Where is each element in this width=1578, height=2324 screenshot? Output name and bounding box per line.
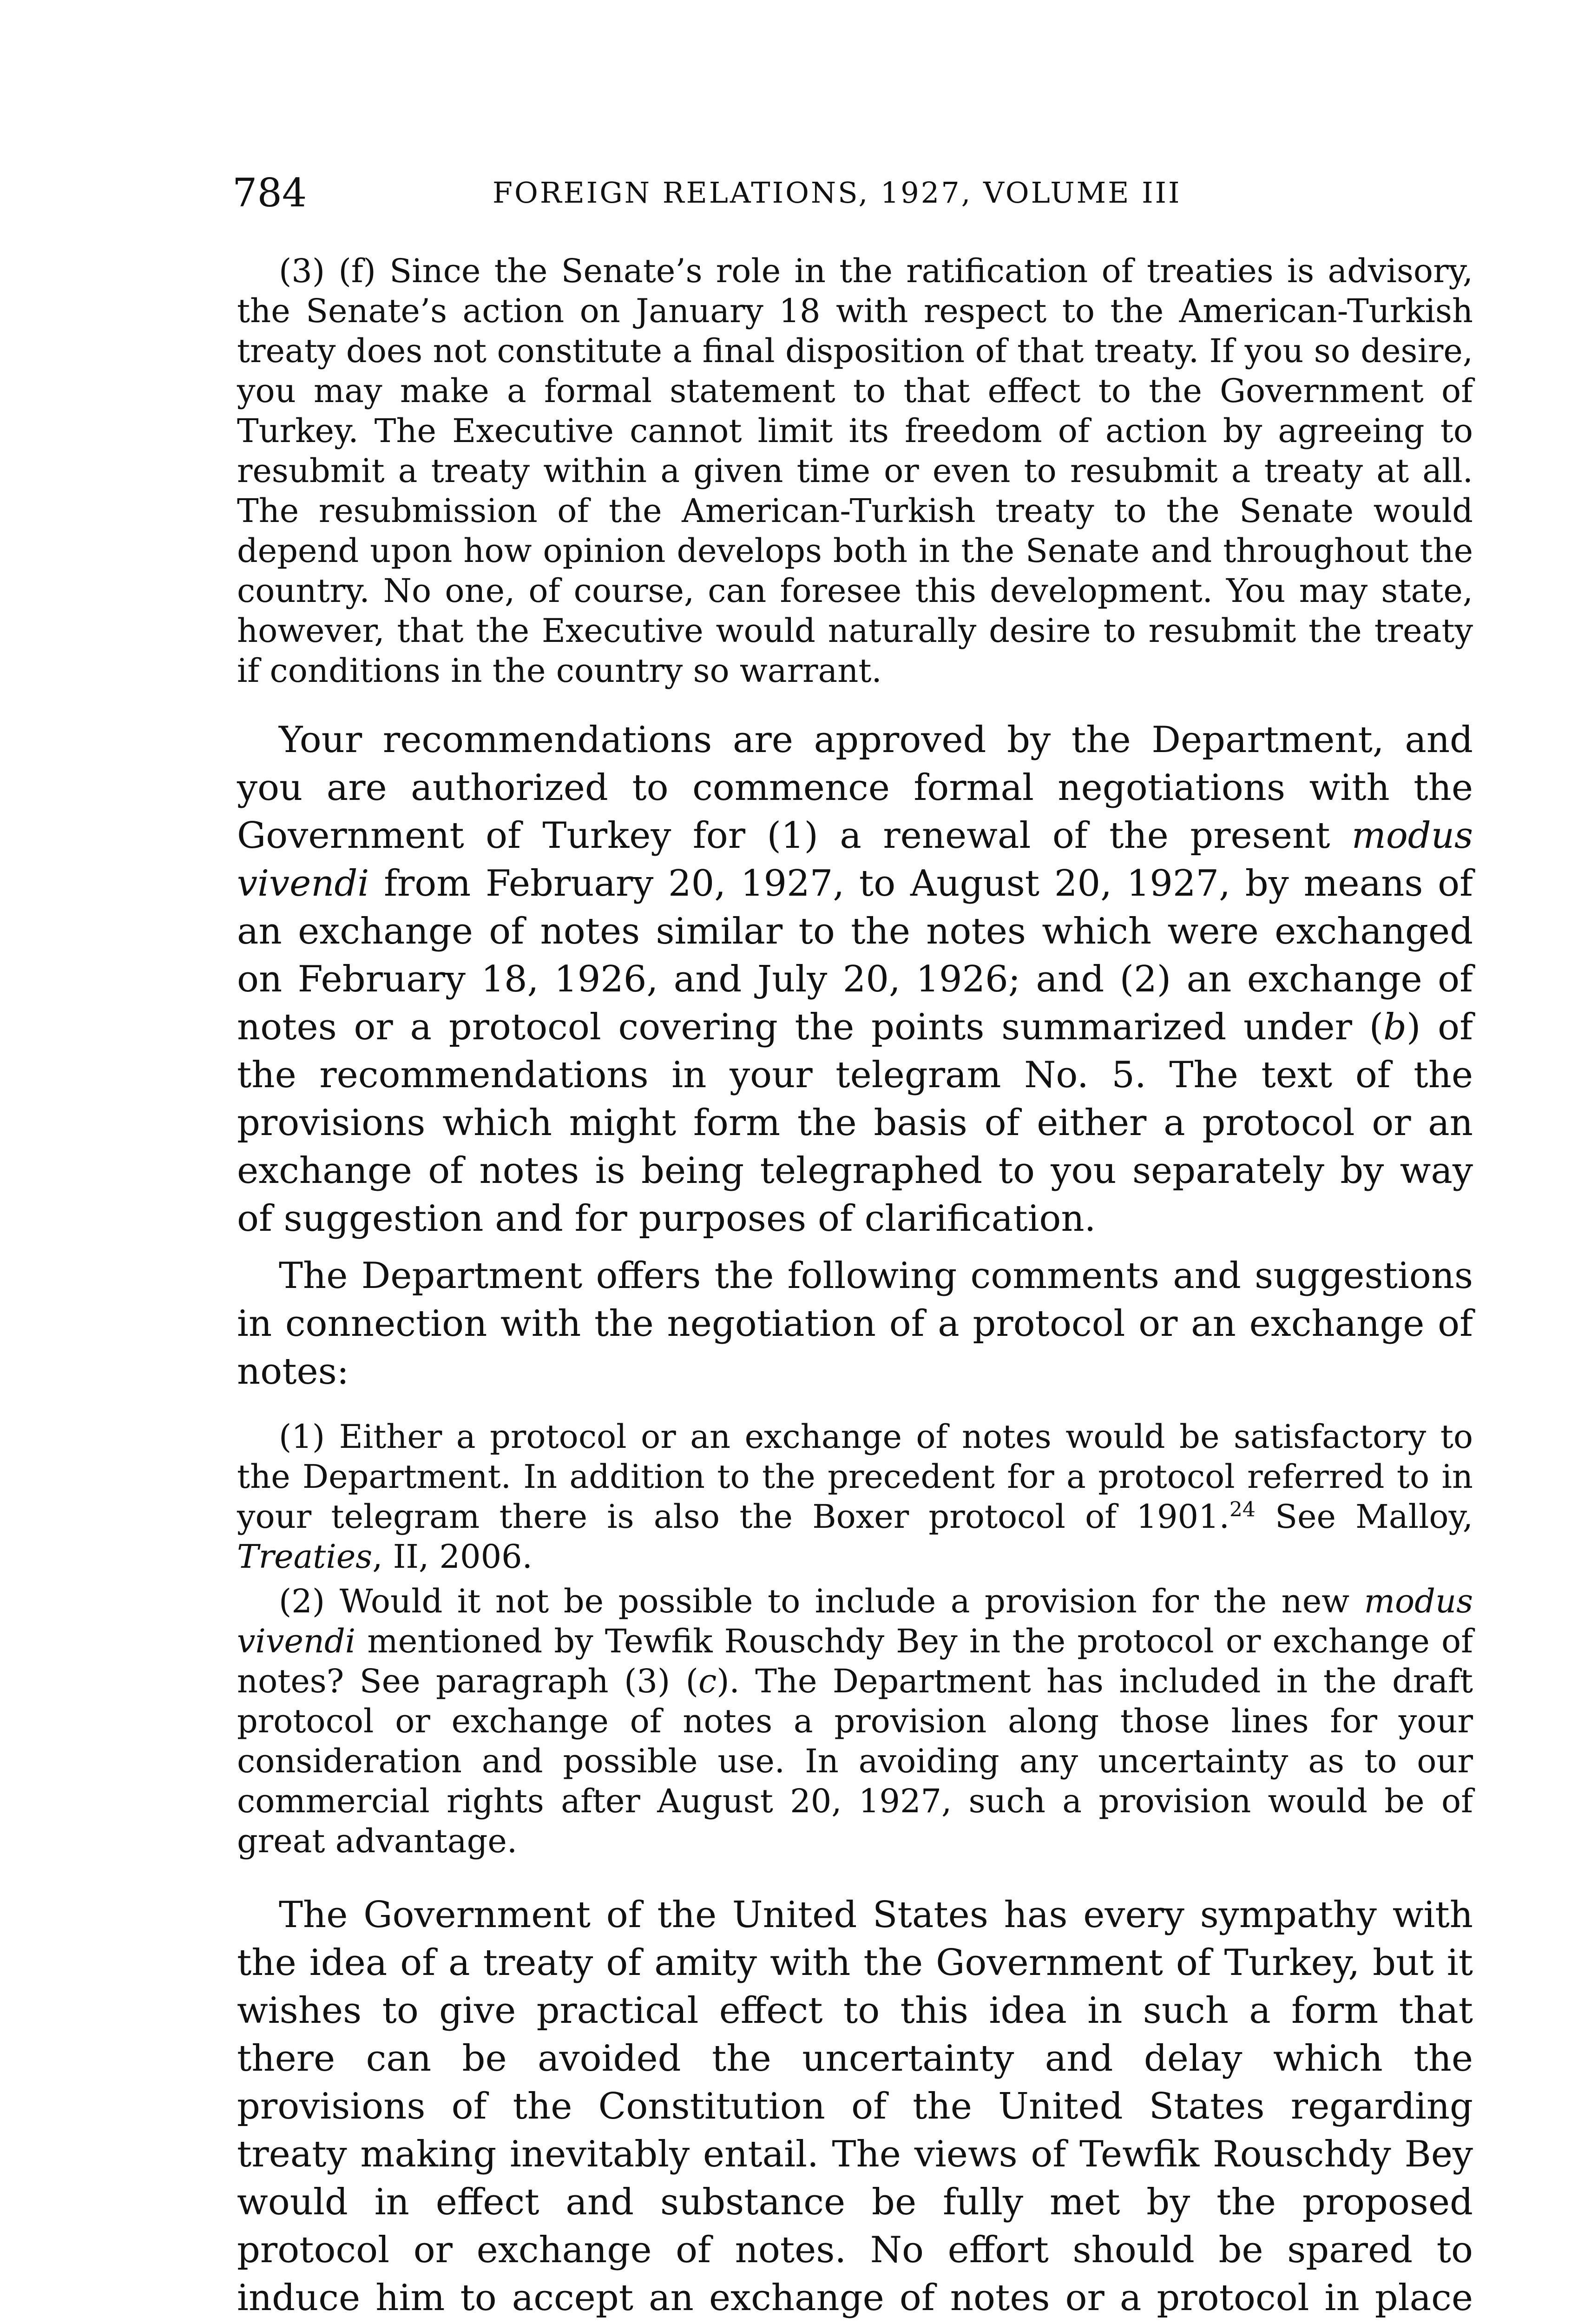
paragraph-item-1 [237,1417,1473,1577]
text-run: ) of the recommendations in your telegram No. 5. The text of the provisions which might form the basis of either a protocol or an exchange of notes is being telegraphed to you separately by way of suggestion and for purposes of clarification. [237,1006,1473,1240]
italic-run: b [1383,1006,1407,1048]
italic-run: c [698,1662,717,1700]
text-run: ). The Department has included in the draft protocol or exchange of notes a provision along those lines for your consideration and possible use. In avoiding any uncertainty as to our commercial rights after August 20, 1927, such a provision would be of great advantage. [237,1662,1473,1860]
paragraph-senate-role: (3) (f) Since the Senate’s role in the ratification of treaties is advisory, the Senate’s action on January 18 with respect to the American-Turkish treaty does not constitute a final disposition of that treaty. If you so desire, you may make a formal statement to that effect to the Government of Turkey. The Executive cannot limit its freedom of action by agreeing to resubmit a treaty within a given time or even to resubmit a treaty at all. The resubmission of the American-Turkish treaty to the Senate would depend upon how opinion develops both in the Senate and throughout the country. No one, of course, can foresee this development. You may state, however, that the Executive would naturally desire to resubmit the treaty if conditions in the country so warrant. [237,252,1473,690]
page-number: 784 [232,170,307,216]
italic-run: modus vivendi [237,1582,1473,1660]
text-run: (2) Would it not be possible to include a provision for the new [279,1582,1364,1620]
running-title: FOREIGN RELATIONS, 1927, VOLUME III [493,176,1182,210]
paragraph-government-sympathy: The Government of the United States has every sympathy with the idea of a treaty of amity with the Government of Turkey, but it wishes to give practical effect to this idea in such a form that there can be avoided the uncertainty and delay which the provisions of the Constitution of the United States regarding treaty making inevitably entail. The views of Tewfik Rouschdy Bey would in effect and substance be fully met by the proposed protocol or exchange of notes. No effort should be spared to induce him to accept an exchange of notes or a protocol in place [237,1894,1473,2319]
paragraph-department-comments: The Department offers the following comments and suggestions in connection with the negotiation of a protocol or an exchange of notes: [237,1255,1473,1393]
paragraph-recommendations-approved [237,716,1473,1243]
document-body [237,251,1473,2324]
text-run: , II, 2006. [372,1538,533,1576]
text-run: Your recommendations are approved by the Department, and you are authorized to commence formal negotiations with the Government of Turkey for (1) a renewal of the present [237,719,1473,857]
text-run: mentioned by Tewfik Rouschdy Bey in the protocol or exchange of notes? See paragraph (3) ( [237,1622,1473,1700]
text-run: (1) Either a protocol or an exchange of notes would be satisfactory to the Department. In addition to the precedent for a protocol referred to in your telegram there is also the Boxer protocol of 1901. [237,1418,1473,1536]
page-header [232,165,1506,221]
italic-run: modus vivendi [237,815,1473,905]
text-run: from February 20, 1927, to August 20, 1927, by means of an exchange of notes similar to the notes which were exchanged on February 18, 1926, and July 20, 1926; and (2) an exchange of notes or a protocol covering the points summarized under ( [237,863,1473,1048]
footnote-reference: 24 [1229,1498,1256,1522]
italic-run: Treaties [237,1538,373,1576]
text-run: See Malloy, [1255,1498,1473,1536]
paragraph-item-2 [237,1581,1473,1861]
